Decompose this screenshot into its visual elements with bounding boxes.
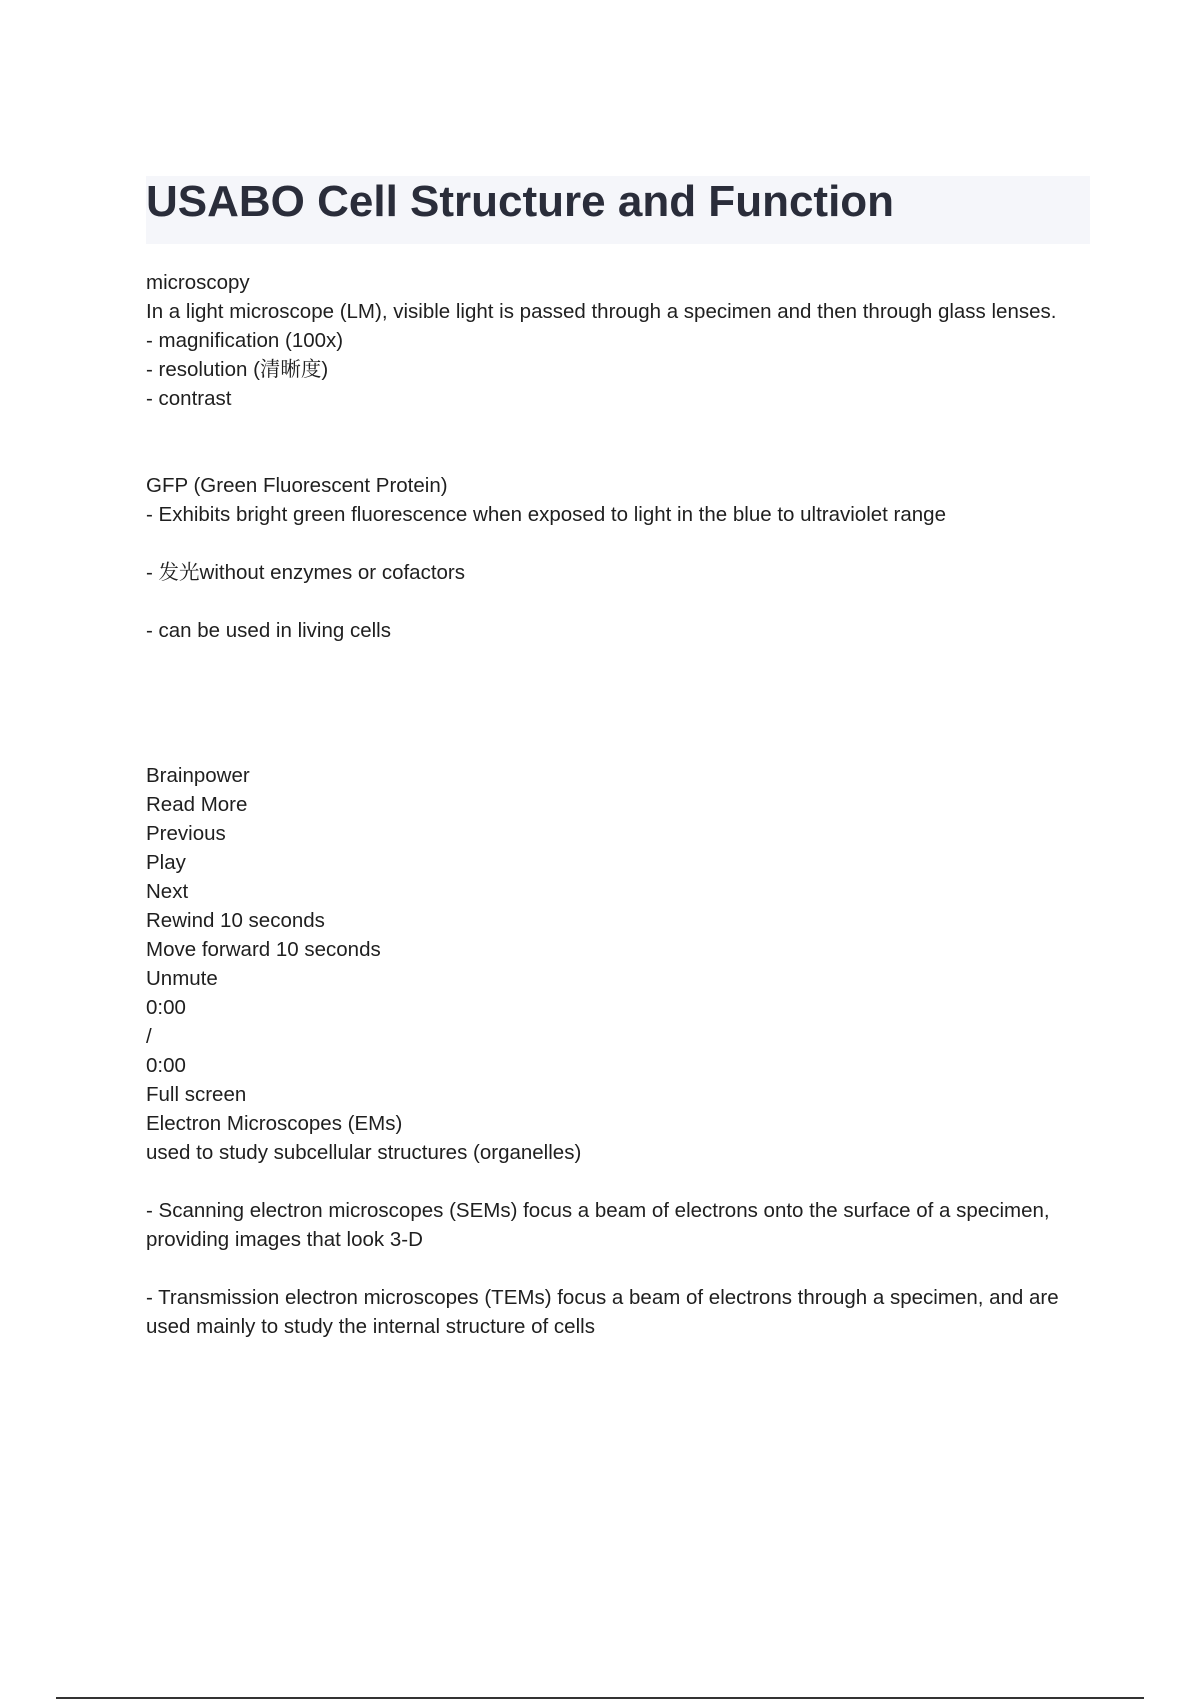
unmute-button[interactable]: Unmute [146,967,218,990]
list-item: - Exhibits bright green fluorescence when exposed to light in the blue to ultraviolet range [146,503,946,526]
rewind-button[interactable]: Rewind 10 seconds [146,909,325,932]
section-heading-microscopy: microscopy [146,271,250,294]
list-item: - Scanning electron microscopes (SEMs) focus a beam of electrons onto the surface of a specimen, providing images that look 3-D [146,1199,1050,1251]
next-button[interactable]: Next [146,880,189,903]
player-title: Brainpower [146,764,250,787]
current-time: 0:00 [146,996,186,1019]
time-separator: / [146,1025,152,1048]
list-item: - contrast [146,387,232,410]
list-item: - magnification (100x) [146,329,344,352]
list-item: - Transmission electron microscopes (TEMs) focus a beam of electrons through a specimen, and are used mainly to study the internal structure of cells [146,1286,1059,1338]
spacer [146,1167,1076,1196]
section-heading-gfp: GFP (Green Fluorescent Protein) [146,474,448,497]
list-item: - 发光without enzymes or cofactors [146,561,465,584]
section-heading-em: Electron Microscopes (EMs) [146,1112,403,1135]
footer-divider [56,1697,1144,1699]
document-body [146,268,1076,1341]
spacer [146,529,1076,558]
duration: 0:00 [146,1054,186,1077]
microscopy-intro: In a light microscope (LM), visible light is passed through a specimen and then through glass lenses. [146,300,1057,323]
read-more-link[interactable]: Read More [146,793,248,816]
title-block [146,176,1090,244]
spacer [146,587,1076,616]
list-item: - resolution (清晰度) [146,358,329,381]
em-intro: used to study subcellular structures (organelles) [146,1141,582,1164]
previous-button[interactable]: Previous [146,822,226,845]
play-button[interactable]: Play [146,851,186,874]
list-item: - can be used in living cells [146,619,391,642]
spacer [146,413,1076,471]
spacer [146,645,1076,761]
spacer [146,1254,1076,1283]
fullscreen-button[interactable]: Full screen [146,1083,247,1106]
forward-button[interactable]: Move forward 10 seconds [146,938,381,961]
page-title: USABO Cell Structure and Function [146,177,895,226]
